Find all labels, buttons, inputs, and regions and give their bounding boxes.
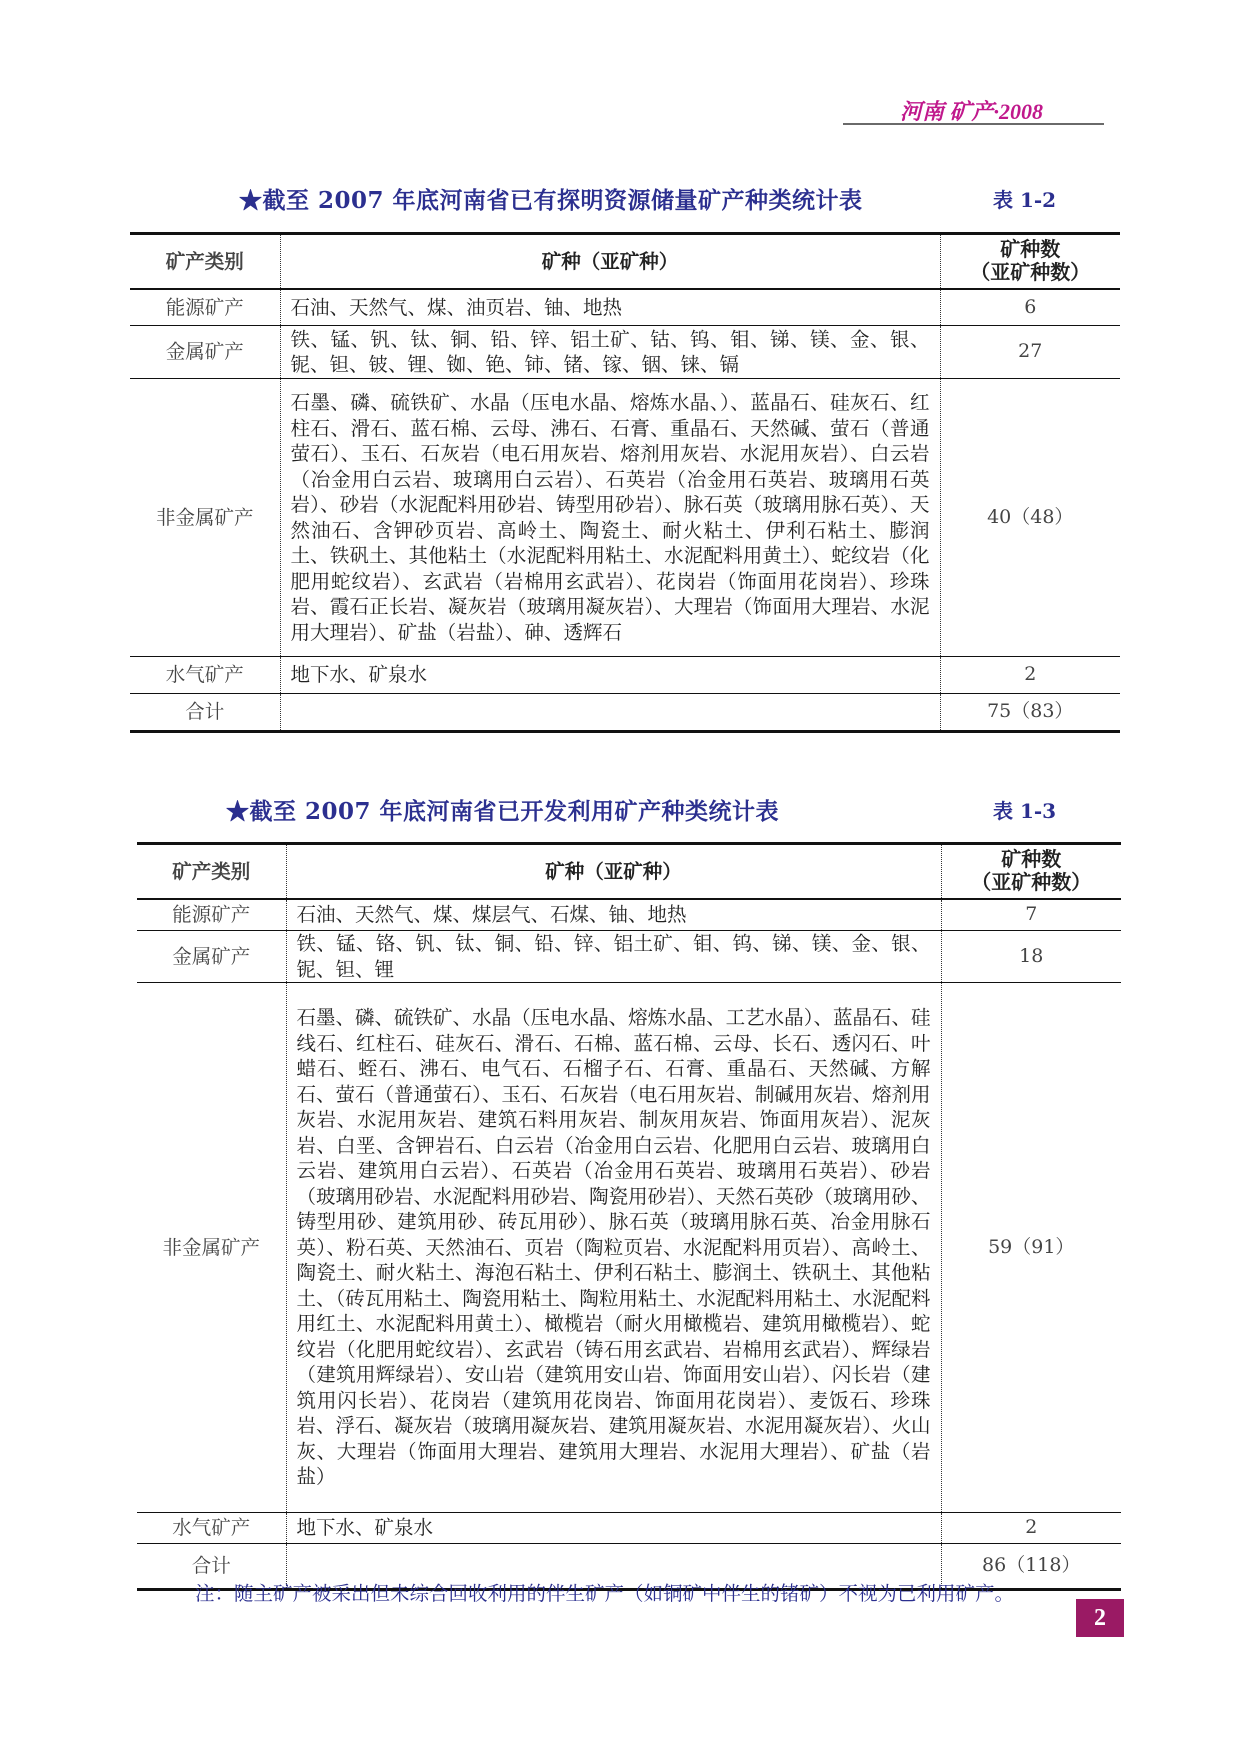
- minerals-cell: 铁、锰、钒、钛、铜、铅、锌、铝土矿、钴、钨、钼、锑、镁、金、银、铌、钽、铍、锂、铷、铯、铈、锗、镓、铟、铼、镉: [280, 326, 940, 379]
- category-cell: 金属矿产: [137, 931, 286, 983]
- count-cell: 86（118）: [941, 1544, 1121, 1590]
- count-cell: 75（83）: [940, 694, 1120, 732]
- page-number: 2: [1076, 1599, 1124, 1637]
- minerals-cell: 石墨、磷、硫铁矿、水晶（压电水晶、熔炼水晶、工艺水晶）、蓝晶石、硅线石、红柱石、硅灰石、滑石、石棉、蓝石棉、云母、长石、透闪石、叶蜡石、蛭石、沸石、电气石、石榴子石、石膏、重晶石、天然碱、方解石、萤石（普通萤石）、玉石、石灰岩（电石用灰岩、制碱用灰岩、熔剂用灰岩、水泥用灰岩、建筑石料用灰岩、制灰用灰岩、饰面用灰岩）、泥灰岩、白垩、含钾岩石、白云岩（冶金用白云岩、化肥用白云岩、玻璃用白云岩、建筑用白云岩）、石英岩（冶金用石英岩、玻璃用石英岩）、砂岩（玻璃用砂岩、水泥配料用砂岩、陶瓷用砂岩）、天然石英砂（玻璃用砂、铸型用砂、建筑用砂、砖瓦用砂）、脉石英（玻璃用脉石英、冶金用脉石英）、粉石英、天然油石、页岩（陶粒页岩、水泥配料用页岩）、高岭土、陶瓷土、耐火粘土、海泡石粘土、伊利石粘土、膨润土、铁矾土、其他粘土、（砖瓦用粘土、陶瓷用粘土、陶粒用粘土、水泥配料用粘土、水泥配料用红土、水泥配料用黄土）、橄榄岩（耐火用橄榄岩、建筑用橄榄岩）、蛇纹岩（化肥用蛇纹岩）、玄武岩（铸石用玄武岩、岩棉用玄武岩）、辉绿岩（建筑用辉绿岩）、安山岩（建筑用安山岩、饰面用安山岩）、闪长岩（建筑用闪长岩）、花岗岩（建筑用花岗岩、饰面用花岗岩）、麦饭石、珍珠岩、浮石、凝灰岩（玻璃用凝灰岩、建筑用凝灰岩、水泥用凝灰岩）、火山灰、大理岩（饰面用大理岩、建筑用大理岩、水泥用大理岩）、矿盐（岩盐）: [286, 983, 941, 1513]
- count-cell: 27: [940, 326, 1120, 379]
- table-row: [137, 931, 1121, 983]
- column-header-minerals: 矿种（亚矿种）: [286, 844, 941, 899]
- category-cell: 水气矿产: [137, 1513, 286, 1544]
- category-cell: 非金属矿产: [137, 983, 286, 1513]
- count-cell: 40（48）: [940, 379, 1120, 657]
- running-header: 河南 矿产·2008: [900, 99, 1044, 124]
- minerals-cell: [280, 694, 940, 732]
- column-header-count-line1: 矿种数: [1001, 847, 1062, 872]
- column-header-minerals: 矿种（亚矿种）: [280, 234, 940, 289]
- category-cell: 合计: [130, 694, 280, 732]
- header-rule: [843, 123, 1104, 125]
- mineral-table-utilized: [137, 842, 1121, 1591]
- column-header-count-line2: （亚矿种数）: [971, 870, 1092, 895]
- table-row: [130, 657, 1120, 694]
- count-cell: 18: [941, 931, 1121, 983]
- count-cell: 7: [941, 899, 1121, 931]
- table-row: [137, 899, 1121, 931]
- minerals-cell: 地下水、矿泉水: [280, 657, 940, 694]
- table-total-row: [130, 694, 1120, 732]
- column-header-category: 矿产类别: [137, 844, 286, 899]
- category-cell: 非金属矿产: [130, 379, 280, 657]
- column-header-count: [941, 844, 1121, 899]
- table-header-row: [137, 844, 1121, 899]
- category-cell: 金属矿产: [130, 326, 280, 379]
- category-cell: 能源矿产: [137, 899, 286, 931]
- table-number: 表 1-3: [993, 799, 1057, 823]
- table-row: [137, 983, 1121, 1513]
- table-title: ★截至 2007 年底河南省已有探明资源储量矿产种类统计表: [239, 187, 863, 214]
- category-cell: 水气矿产: [130, 657, 280, 694]
- count-cell: 59（91）: [941, 983, 1121, 1513]
- count-cell: 2: [940, 657, 1120, 694]
- footnote: 注：随主矿产被采出但未综合回收利用的伴生矿产（如铜矿中伴生的锗矿）不视为已利用矿产。: [195, 1582, 1015, 1605]
- column-header-count-line1: 矿种数: [1000, 237, 1061, 262]
- category-cell: 合计: [137, 1544, 286, 1590]
- table-row: [130, 289, 1120, 326]
- table-row: [130, 326, 1120, 379]
- column-header-count-line2: （亚矿种数）: [970, 260, 1091, 285]
- minerals-cell: 石墨、磷、硫铁矿、水晶（压电水晶、熔炼水晶、）、蓝晶石、硅灰石、红柱石、滑石、蓝石棉、云母、沸石、石膏、重晶石、天然碱、萤石（普通萤石）、玉石、石灰岩（电石用灰岩、熔剂用灰岩、水泥用灰岩）、白云岩（冶金用白云岩、玻璃用白云岩）、石英岩（冶金用石英岩、玻璃用石英岩）、砂岩（水泥配料用砂岩、铸型用砂岩）、脉石英（玻璃用脉石英）、天然油石、含钾砂页岩、高岭土、陶瓷土、耐火粘土、伊利石粘土、膨润土、铁矾土、其他粘土（水泥配料用粘土、水泥配料用黄土）、蛇纹岩（化肥用蛇纹岩）、玄武岩（岩棉用玄武岩）、花岗岩（饰面用花岗岩）、珍珠岩、霞石正长岩、凝灰岩（玻璃用凝灰岩）、大理岩（饰面用大理岩、水泥用大理岩）、矿盐（岩盐）、砷、透辉石: [280, 379, 940, 657]
- minerals-cell: 地下水、矿泉水: [286, 1513, 941, 1544]
- column-header-count: [940, 234, 1120, 289]
- count-cell: 6: [940, 289, 1120, 326]
- minerals-cell: 石油、天然气、煤、煤层气、石煤、铀、地热: [286, 899, 941, 931]
- minerals-cell: 铁、锰、铬、钒、钛、铜、铅、锌、铝土矿、钼、钨、锑、镁、金、银、铌、钽、锂: [286, 931, 941, 983]
- table-title: ★截至 2007 年底河南省已开发利用矿产种类统计表: [226, 798, 780, 825]
- count-cell: 2: [941, 1513, 1121, 1544]
- table-1-3-title-row: [130, 793, 1100, 827]
- table-header-row: [130, 234, 1120, 289]
- category-cell: 能源矿产: [130, 289, 280, 326]
- minerals-cell: 石油、天然气、煤、油页岩、铀、地热: [280, 289, 940, 326]
- column-header-category: 矿产类别: [130, 234, 280, 289]
- table-1-2-title-row: [130, 182, 1100, 216]
- table-row: [130, 379, 1120, 657]
- mineral-table-reserves: [130, 232, 1120, 733]
- table-row: [137, 1513, 1121, 1544]
- table-number: 表 1-2: [993, 188, 1057, 212]
